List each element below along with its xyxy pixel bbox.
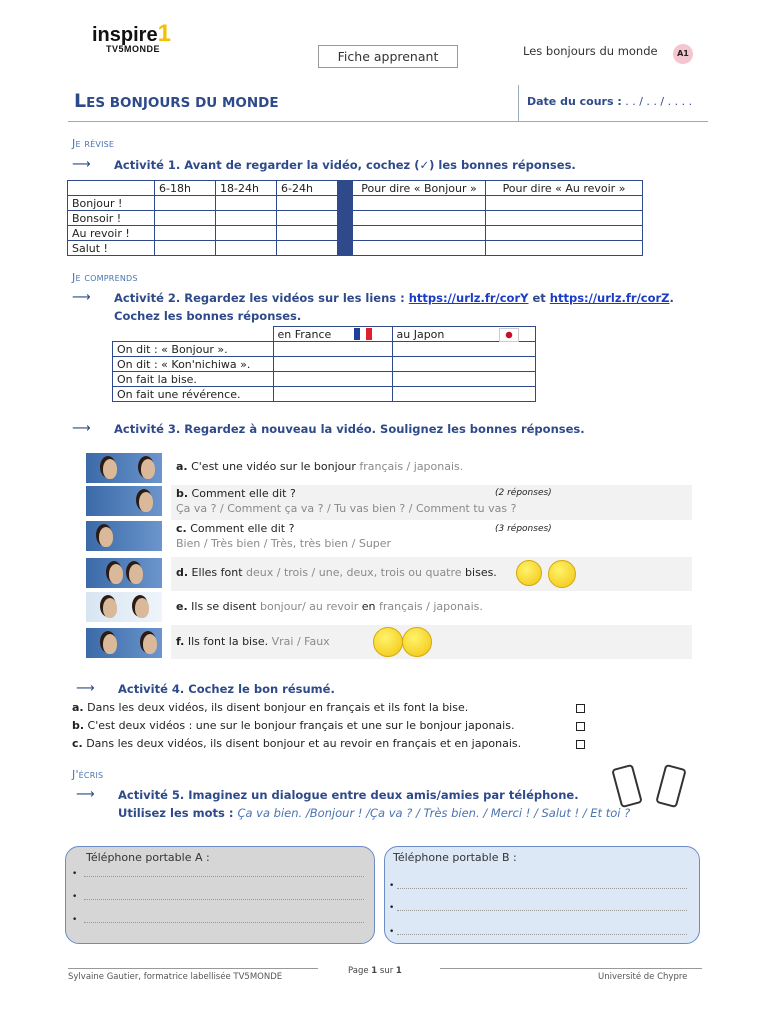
row-label: On dit : « Bonjour ». [113,342,274,357]
table-row [113,387,536,402]
footer-page: Page 1 sur 1 [348,966,402,976]
video-thumbnail [86,453,162,483]
row-label: Au revoir ! [68,226,155,241]
video-thumbnail [86,628,162,658]
dialogue-line-b1[interactable] [397,887,687,889]
table-row [113,357,536,372]
resume-option-b: b. C'est deux vidéos : une sur le bonjour français et une sur le bonjour japonais. [72,719,515,732]
col-japon: au Japon [392,327,536,342]
title-underline [68,121,708,122]
footer-line-left [68,968,318,969]
row-label: On fait la bise. [113,372,274,387]
fiche-box [318,45,458,68]
arrow-icon: ⟶ [72,157,91,172]
header-title: Les bonjours du monde [523,44,658,58]
dialogue-line-a2[interactable] [84,898,364,900]
phone-b-label: Téléphone portable B : [393,851,517,864]
activity-3-item-e: e. Ils se disent bonjour/ au revoir en français / japonais. [176,600,483,613]
activity-3-item-d: d. Elles font deux / trois / une, deux, trois ou quatre bises. [171,557,692,591]
col-au-revoir: Pour dire « Au revoir » [486,181,643,196]
dialogue-line-a1[interactable] [84,875,364,877]
answers-note: (2 réponses) [495,488,552,498]
section-je-revise: Je révise [72,137,115,150]
kiss-smiley-icon [548,560,576,588]
table-row [113,342,536,357]
table-row [68,211,643,226]
row-label: Salut ! [68,241,155,256]
activity-3-item-a: a. C'est une vidéo sur le bonjour français / japonais. [176,460,464,473]
checkbox-a[interactable] [576,704,585,713]
phone-icon [655,764,687,808]
link-cory[interactable]: https://urlz.fr/corY [408,291,529,305]
activity-2-subtitle: Cochez les bonnes réponses. [114,309,302,323]
options-text[interactable]: Ça va ? / Comment ça va ? / Tu vas bien ? / Comment tu vas ? [176,502,517,515]
resume-option-a: a. Dans les deux vidéos, ils disent bonjour en français et ils font la bise. [72,701,469,714]
arrow-icon: ⟶ [76,681,95,696]
activity-3-title: Activité 3. Regardez à nouveau la vidéo. Soulignez les bonnes réponses. [114,422,585,436]
logo [92,20,171,54]
activity-3-item-c: c. Comment elle dit ? Bien / Très bien / Très, très bien / Super (3 réponses) [171,520,692,555]
fiche-label: Fiche apprenant [337,49,439,64]
title-first-letter: L [74,90,87,112]
link-corz[interactable]: https://urlz.fr/corZ [549,291,670,305]
arrow-icon: ⟶ [72,421,91,436]
phone-a-label: Téléphone portable A : [86,851,210,864]
table-row [68,196,643,211]
options-text[interactable]: français / japonais. [359,460,464,473]
logo-mark: 1 [157,20,171,47]
activity-5-title: Activité 5. Imaginez un dialogue entre deux amis/amies par téléphone. [118,788,579,802]
table-row [113,372,536,387]
table-row [68,241,643,256]
activity-5-words: Utilisez les mots : Ça va bien. /Bonjour ! /Ça va ? / Très bien. / Merci ! / Salut ! / Et toi ? [118,806,631,820]
date-value: . . / . . / . . . . [621,95,693,108]
phone-b-box: Téléphone portable B : • • • [384,846,700,944]
activity-1-title: Activité 1. Avant de regarder la vidéo, cochez (✓) les bonnes réponses. [114,158,576,172]
col-bonjour: Pour dire « Bonjour » [353,181,486,196]
col-6-24h: 6-24h [277,181,338,196]
dialogue-line-b2[interactable] [397,909,687,911]
dialogue-line-b3[interactable] [397,933,687,935]
logo-text: inspire [92,24,158,46]
dialogue-line-a3[interactable] [84,921,364,923]
options-text[interactable]: bonjour/ au revoir [259,600,359,613]
kiss-smiley-icon [402,627,432,657]
phone-a-box: Téléphone portable A : • • • [65,846,375,944]
france-flag-icon [354,328,372,340]
arrow-icon: ⟶ [72,290,91,305]
table-header-row [68,181,643,196]
kiss-smiley-icon [373,627,403,657]
date-label: Date du cours : [527,95,622,108]
footer-university: Université de Chypre [598,972,688,982]
date-field [527,95,692,108]
title-rest: ES BONJOURS DU MONDE [86,95,279,111]
checkbox-b[interactable] [576,722,585,731]
col-18-24h: 18-24h [216,181,277,196]
col-france: en France [273,327,392,342]
page-title [74,90,279,112]
video-thumbnail [86,486,162,516]
activity-2-table [112,326,536,402]
row-label: On fait une révérence. [113,387,274,402]
activity-3-item-b: b. Comment elle dit ? Ça va ? / Comment ça va ? / Tu vas bien ? / Comment tu vas ? (2 réponses) [171,485,692,520]
options-text[interactable]: deux / trois / une, deux, trois ou quatre [246,566,462,579]
phone-icon [611,764,643,808]
col-6-18h: 6-18h [155,181,216,196]
kiss-smiley-icon [516,560,542,586]
resume-option-c: c. Dans les deux vidéos, ils disent bonjour et au revoir en français et en japonais. [72,737,522,750]
arrow-icon: ⟶ [76,787,95,802]
video-thumbnail [86,592,162,622]
table-header-row [113,327,536,342]
table-row [68,226,643,241]
words-list: Ça va bien. /Bonjour ! /Ça va ? / Très bien. / Merci ! / Salut ! / Et toi ? [237,806,631,820]
checkbox-c[interactable] [576,740,585,749]
row-label: Bonjour ! [68,196,155,211]
activity-1-table [67,180,643,256]
row-label: Bonsoir ! [68,211,155,226]
level-badge [673,44,693,64]
activity-4-title: Activité 4. Cochez le bon résumé. [118,682,335,696]
activity-3-item-f: f. Ils font la bise. Vrai / Faux [171,625,692,659]
video-thumbnail [86,558,162,588]
japan-flag-icon [499,328,519,342]
logo-subtext: TV5MONDE [106,44,161,54]
section-j-ecris: J'écris [72,768,104,781]
footer-author: Sylvaine Gautier, formatrice labellisée TV5MONDE [68,972,283,982]
answers-note: (3 réponses) [495,524,552,534]
activity-2-title: Activité 2. Regardez les vidéos sur les liens : https://urlz.fr/corY et https://urlz.fr/corZ. [114,291,674,305]
title-divider [518,85,519,121]
options-text[interactable]: Vrai / Faux [271,635,330,648]
options-text[interactable]: Bien / Très bien / Très, très bien / Super [176,537,392,550]
row-label: On dit : « Kon'nichiwa ». [113,357,274,372]
level-label: A1 [677,49,689,58]
video-thumbnail [86,521,162,551]
options-text[interactable]: français / japonais. [378,600,483,613]
footer-line-right [440,968,702,969]
section-je-comprends: Je comprends [72,271,138,284]
